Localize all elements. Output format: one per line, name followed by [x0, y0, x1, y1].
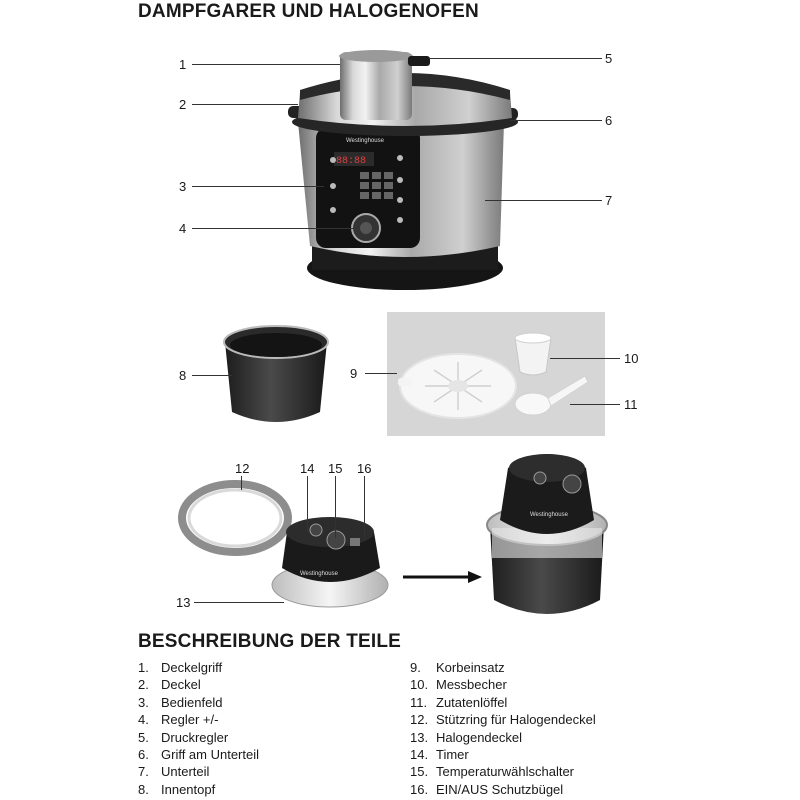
callout-8: 8	[179, 368, 187, 383]
inner-pot-illustration	[224, 326, 328, 422]
list-item: 12. Stützring für Halogendeckel	[410, 712, 596, 728]
list-item: 14. Timer	[410, 747, 469, 763]
callout-11: 11	[624, 397, 638, 412]
list-item: 4. Regler +/-	[138, 712, 219, 728]
callout-9: 9	[350, 366, 358, 381]
callout-4: 4	[179, 221, 187, 236]
spoon-icon	[515, 393, 551, 415]
list-item: 11. Zutatenlöffel	[410, 694, 508, 710]
safety-handle-icon	[350, 538, 360, 546]
support-ring-illustration	[182, 484, 288, 552]
measuring-cup-icon	[515, 338, 551, 375]
callout-3: 3	[179, 179, 187, 194]
list-item: 9. Korbeinsatz	[410, 660, 505, 675]
list-item: 1. Deckelgriff	[138, 660, 223, 675]
section-title: BESCHREIBUNG DER TEILE	[138, 631, 402, 652]
svg-text:Westinghouse: Westinghouse	[530, 512, 568, 518]
assembled-halogen-oven-illustration	[487, 454, 607, 614]
list-item: 8. Innentopf	[138, 781, 216, 797]
list-item: 16. EIN/AUS Schutzbügel	[410, 781, 564, 797]
temperature-knob-icon	[327, 531, 345, 549]
main-title: DAMPFGARER UND HALOGENOFEN	[138, 1, 479, 22]
list-item: 3. Bedienfeld	[138, 694, 223, 710]
list-item: 6. Griff am Unterteil	[138, 747, 260, 763]
parts-list-left	[138, 659, 259, 798]
callout-7: 7	[605, 193, 613, 208]
timer-knob-icon	[310, 524, 322, 536]
list-item: 2. Deckel	[138, 677, 201, 693]
cooker-brand-logo: Westinghouse	[346, 138, 384, 144]
list-item: 15. Temperaturwählschalter	[410, 764, 575, 780]
accessories-photo	[387, 312, 605, 436]
svg-text:88:88: 88:88	[336, 156, 367, 167]
callout-10: 10	[624, 351, 639, 366]
assembly-arrow-icon	[403, 571, 482, 583]
callout-5: 5	[605, 51, 613, 66]
callout-6: 6	[605, 113, 613, 128]
list-item: 7. Unterteil	[138, 764, 210, 780]
list-item: 13. Halogendeckel	[410, 729, 523, 745]
callout-13: 13	[176, 595, 191, 610]
list-item: 10. Messbecher	[410, 677, 507, 693]
pressure-cooker-illustration	[288, 50, 518, 290]
svg-text:Westinghouse: Westinghouse	[300, 571, 338, 577]
callout-1: 1	[179, 57, 187, 72]
list-item: 5. Druckregler	[138, 729, 229, 745]
halogen-lid-illustration	[272, 517, 388, 607]
parts-list-right	[410, 659, 596, 798]
callout-2: 2	[179, 97, 187, 112]
callout-15: 15	[328, 461, 343, 476]
callout-16: 16	[357, 461, 372, 476]
callout-12: 12	[235, 461, 250, 476]
callout-14: 14	[300, 461, 315, 476]
